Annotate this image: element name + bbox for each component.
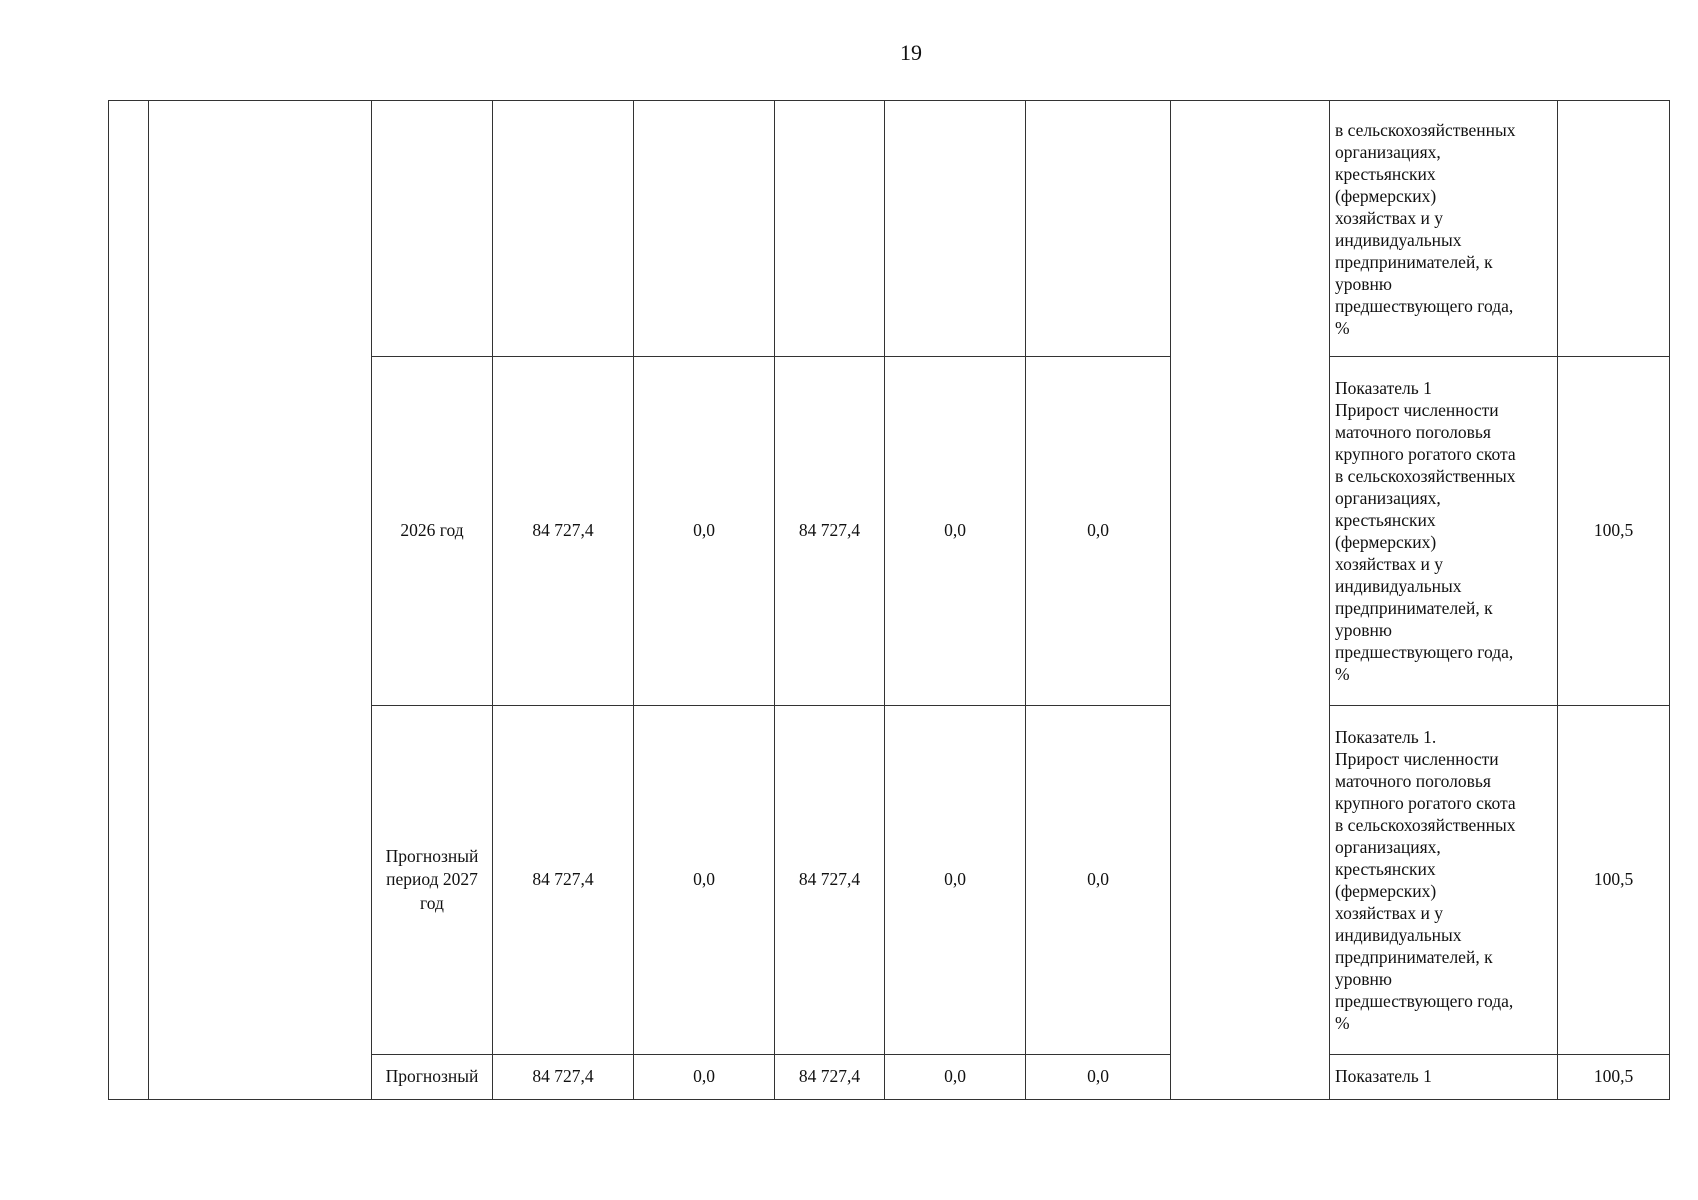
regional-budget-cell: 84 727,4	[775, 1055, 885, 1100]
total-funding-cell	[493, 101, 634, 357]
budget-table	[108, 100, 1670, 1100]
indicator-line: уровню	[1335, 620, 1392, 640]
indicator-line: в сельскохозяйственных	[1335, 119, 1516, 140]
indicator-line: крупного рогатого скота	[1335, 793, 1516, 813]
total-funding-cell: 84 727,4	[493, 1055, 634, 1100]
federal-budget-cell	[634, 101, 775, 357]
indicator-line: Показатель 1	[1335, 378, 1432, 398]
local-budget-cell: 0,0	[885, 1055, 1026, 1100]
indicator-value-cell	[1558, 101, 1670, 357]
federal-budget-cell: 0,0	[634, 357, 775, 706]
regional-budget-cell: 84 727,4	[775, 706, 885, 1055]
local-budget-cell: 0,0	[885, 357, 1026, 706]
indicator-description-cell	[1330, 101, 1558, 357]
indicator-line: Прирост численности	[1335, 749, 1499, 769]
indicator-line: в сельскохозяйственных	[1335, 815, 1516, 835]
indicator-line: крестьянских	[1335, 510, 1436, 530]
indicator-description-cell	[1330, 1055, 1558, 1100]
indicator-line: в сельскохозяйственных	[1335, 466, 1516, 486]
indicator-value-cell: 100,5	[1558, 706, 1670, 1055]
indicator-value-cell: 100,5	[1558, 357, 1670, 706]
federal-budget-cell: 0,0	[634, 1055, 775, 1100]
indicator-line: индивидуальных	[1335, 229, 1462, 250]
indicator-line: %	[1335, 1013, 1350, 1033]
indicator-line: предшествующего года,	[1335, 991, 1514, 1011]
regional-budget-cell: 84 727,4	[775, 357, 885, 706]
indicator-line: %	[1335, 317, 1350, 338]
indicator-line: хозяйствах и у	[1335, 554, 1443, 574]
table-row	[109, 101, 1670, 357]
indicator-line: предшествующего года,	[1335, 295, 1514, 316]
period-cell: Прогнозный	[372, 1055, 493, 1100]
period-cell	[372, 706, 493, 1055]
extra-budget-cell: 0,0	[1026, 357, 1171, 706]
extra-budget-cell: 0,0	[1026, 706, 1171, 1055]
indicator-line: организациях,	[1335, 141, 1441, 162]
indicator-line: маточного поголовья	[1335, 422, 1491, 442]
indicator-line: крупного рогатого скота	[1335, 444, 1516, 464]
indicator-line: предпринимателей, к	[1335, 251, 1493, 272]
period-line: год	[420, 892, 444, 913]
period-line: Прогнозный	[385, 846, 479, 867]
page-number: 19	[900, 40, 922, 65]
indicator-line: уровню	[1335, 273, 1392, 294]
indicator-line: индивидуальных	[1335, 576, 1462, 596]
federal-budget-cell: 0,0	[634, 706, 775, 1055]
indicator-line: Прирост численности	[1335, 400, 1499, 420]
indicator-line: организациях,	[1335, 837, 1441, 857]
extra-budget-cell	[1026, 101, 1171, 357]
executor-cell	[1171, 101, 1330, 1100]
indicator-line: индивидуальных	[1335, 925, 1462, 945]
indicator-description-cell	[1330, 357, 1558, 706]
extra-budget-cell: 0,0	[1026, 1055, 1171, 1100]
indicator-line: предпринимателей, к	[1335, 947, 1493, 967]
regional-budget-cell	[775, 101, 885, 357]
total-funding-cell: 84 727,4	[493, 357, 634, 706]
indicator-line: (фермерских)	[1335, 881, 1437, 901]
indicator-line: Показатель 1	[1335, 1066, 1432, 1087]
indicator-line: %	[1335, 664, 1350, 684]
indicator-line: предшествующего года,	[1335, 642, 1514, 662]
indicator-value-cell: 100,5	[1558, 1055, 1670, 1100]
indicator-line: уровню	[1335, 969, 1392, 989]
event-name-cell	[149, 101, 372, 1100]
period-cell	[372, 101, 493, 357]
indicator-line: хозяйствах и у	[1335, 903, 1443, 923]
indicator-line: крестьянских	[1335, 859, 1436, 879]
indicator-line: организациях,	[1335, 488, 1441, 508]
local-budget-cell: 0,0	[885, 706, 1026, 1055]
local-budget-cell	[885, 101, 1026, 357]
total-funding-cell: 84 727,4	[493, 706, 634, 1055]
indicator-line: хозяйствах и у	[1335, 207, 1443, 228]
indicator-description-cell	[1330, 706, 1558, 1055]
period-line: период 2027	[386, 869, 478, 890]
period-cell: 2026 год	[372, 357, 493, 706]
indicator-line: Показатель 1.	[1335, 727, 1437, 747]
indicator-line: (фермерских)	[1335, 185, 1437, 206]
indicator-line: (фермерских)	[1335, 532, 1437, 552]
indicator-line: предпринимателей, к	[1335, 598, 1493, 618]
indicator-line: крестьянских	[1335, 163, 1436, 184]
indicator-line: маточного поголовья	[1335, 771, 1491, 791]
row-number-cell	[109, 101, 149, 1100]
